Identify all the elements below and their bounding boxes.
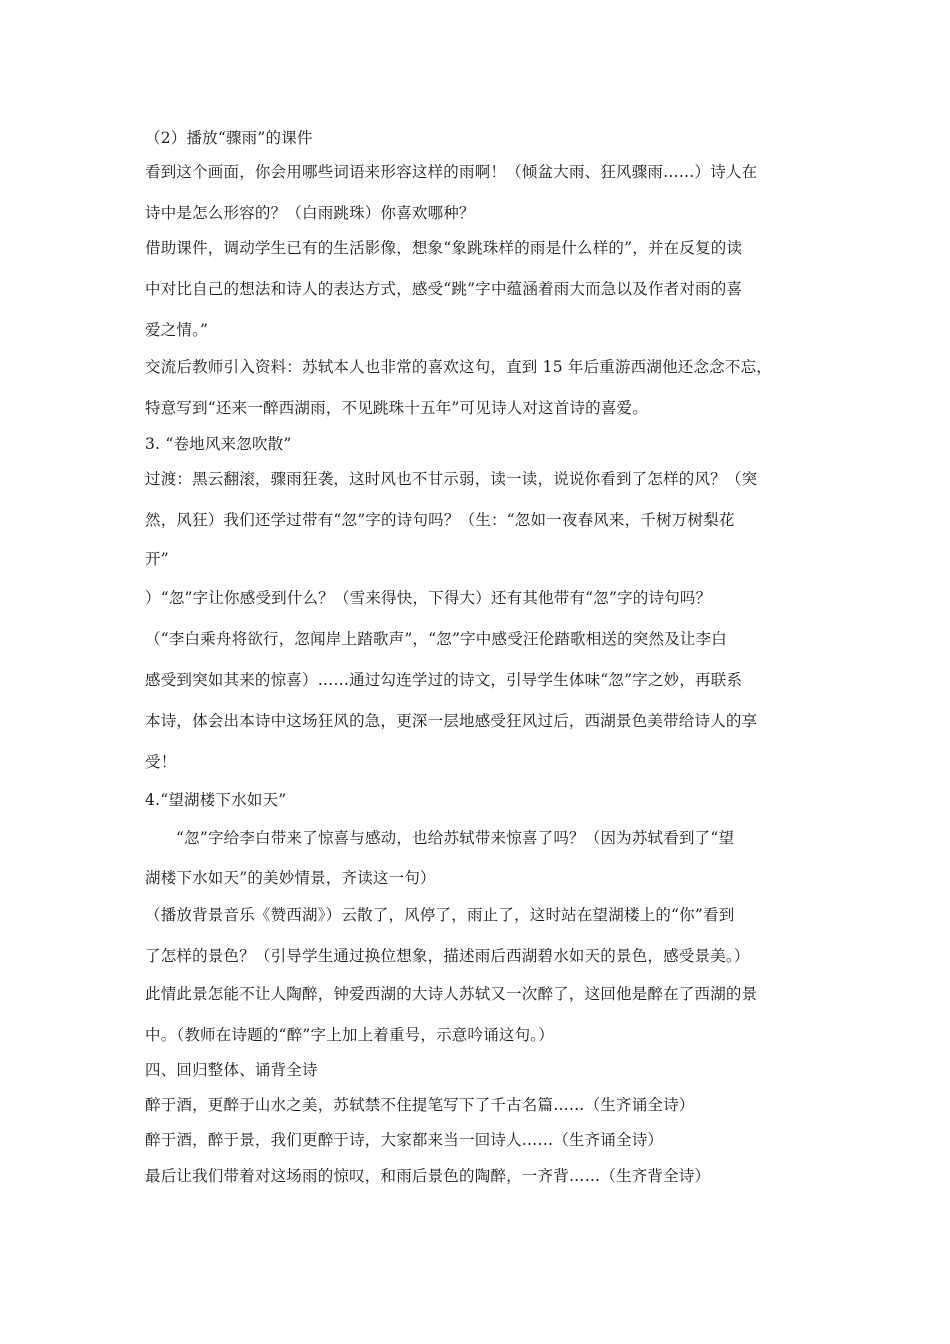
text-line-24: 中。（教师在诗题的“醉”字上加上着重号，示意吟诵这句。）	[145, 1026, 554, 1044]
text-line-19: “忽”字给李白带来了惊喜与感动，也给苏轼带来惊喜了吗？（因为苏轼看到了“望	[176, 829, 735, 847]
text-line-6: 爱之情。”	[145, 321, 209, 339]
section-heading-four: 四、回归整体、诵背全诗	[145, 1061, 318, 1079]
text-line-2: 看到这个画面，你会用哪些词语来形容这样的雨啊！（倾盆大雨、狂风骤雨……）诗人在	[145, 163, 758, 181]
text-line-22: 了怎样的景色？（引导学生通过换位想象，描述雨后西湖碧水如天的景色，感受景美。）	[145, 947, 750, 965]
text-line-20: 湖楼下水如天”的美妙情景，齐读这一句）	[145, 869, 436, 887]
text-line-16: 本诗，体会出本诗中这场狂风的急，更深一层地感受狂风过后，西湖景色美带给诗人的享	[145, 712, 758, 730]
text-line-17: 受！	[145, 753, 177, 771]
text-line-1: （2）播放“骤雨”的课件	[145, 129, 313, 147]
text-line-10: 过渡：黑云翻滚，骤雨狂袭，这时风也不甘示弱，读一读，说说你看到了怎样的风？（突	[145, 470, 758, 488]
text-line-5: 中对比自己的想法和诗人的表达方式，感受“跳”字中蕴涵着雨大而急以及作者对雨的喜	[145, 280, 743, 298]
text-line-23: 此情此景怎能不让人陶醉，钟爱西湖的大诗人苏轼又一次醉了，这回他是醉在了西湖的景	[145, 985, 758, 1003]
section-heading-4: 4.“望湖楼下水如天”	[145, 791, 287, 809]
text-line-13: ）“忽”字让你感受到什么？（雪来得快，下得大）还有其他带有“忽”字的诗句吗？	[145, 589, 712, 607]
text-line-12: 开”	[145, 550, 169, 568]
text-line-8: 特意写到“还来一醉西湖雨，不见跳珠十五年”可见诗人对这首诗的喜爱。	[145, 399, 648, 417]
text-line-27: 醉于酒，醉于景，我们更醉于诗，大家都来当一回诗人……（生齐诵全诗）	[145, 1131, 664, 1149]
text-line-14: （“李白乘舟将欲行，忽闻岸上踏歌声”，“忽”字中感受汪伦踏歌相送的突然及让李白	[145, 630, 727, 648]
text-line-15: 感受到突如其来的惊喜）……通过勾连学过的诗文，引导学生体味“忽”字之妙，再联系	[145, 671, 743, 689]
text-line-4: 借助课件，调动学生已有的生活影像，想象“象跳珠样的雨是什么样的”，并在反复的读	[145, 239, 743, 257]
section-heading-3: 3. “卷地风来忽吹散”	[145, 435, 292, 453]
text-line-28: 最后让我们带着对这场雨的惊叹，和雨后景色的陶醉，一齐背……（生齐背全诗）	[145, 1167, 711, 1185]
text-line-3: 诗中是怎么形容的？（白雨跳珠）你喜欢哪种？	[145, 204, 475, 222]
text-line-21: （播放背景音乐《赞西湖》）云散了，风停了，雨止了，这时站在望湖楼上的“你”看到	[145, 906, 735, 924]
text-line-26: 醉于酒，更醉于山水之美，苏轼禁不住提笔写下了千古名篇……（生齐诵全诗）	[145, 1096, 695, 1114]
text-line-11: 然，风狂）我们还学过带有“忽”字的诗句吗？（生：“忽如一夜春风来，千树万树梨花	[145, 511, 735, 529]
text-line-7: 交流后教师引入资料：苏轼本人也非常的喜欢这句，直到 15 年后重游西湖他还念念不忘，	[145, 358, 772, 376]
